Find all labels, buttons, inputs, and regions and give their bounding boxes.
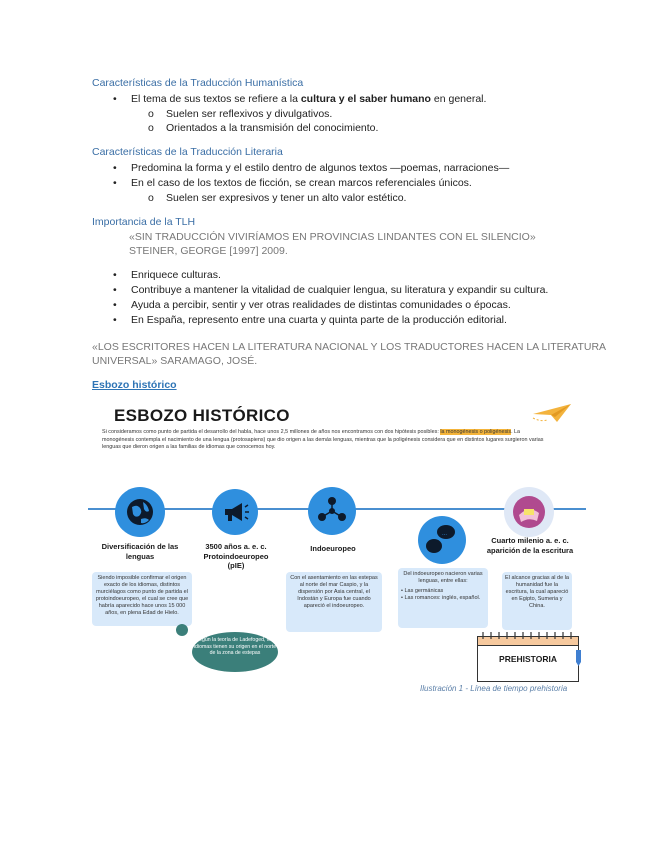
dot-marker <box>176 624 188 636</box>
quote-steiner: «SIN TRADUCCIÓN VIVIRÍAMOS EN PROVINCIAS LINDANTES CON EL SILENCIO» <box>129 231 536 243</box>
quote-saramago-line2: UNIVERSAL» SARAMAGO, JOSÉ. <box>92 355 258 367</box>
node-label-protoindoeuropeo: 3500 años a. e. c. Protoindoeuropeo (pIE) <box>203 542 269 570</box>
prehistoria-label: PREHISTORIA <box>499 654 557 664</box>
esbozo-link[interactable]: Esbozo histórico <box>92 379 177 391</box>
globe-icon <box>115 487 165 537</box>
quote-saramago-line1: «LOS ESCRITORES HACEN LA LITERATURA NACIONAL Y LOS TRADUCTORES HACEN LA LITERATURA <box>92 341 607 353</box>
info-box-indoeuropeo: Con el asentamiento en las estepas al norte del mar Caspio, y la dispersión por Asia central, el Indostán y Europa fue cuando apareció el indoeuropeo. <box>286 572 382 632</box>
figure-caption: Ilustración 1 - Línea de tiempo prehistoria <box>420 684 568 693</box>
section-heading-humanistica: Características de la Traducción Humanística <box>92 77 304 89</box>
bullet-icon: • <box>113 269 117 281</box>
bullet-icon: • <box>113 299 117 311</box>
spiral-binding-icon <box>477 630 577 640</box>
writing-illustration-icon <box>504 487 554 537</box>
info-box-escritura: El alcance gracias al de la humanidad fue la escritura, la cual apareció en Egipto, Sumeria y China. <box>502 572 572 630</box>
bullet-icon: • <box>113 284 117 296</box>
bullet-circle-icon: o <box>148 122 154 134</box>
bullet-circle-icon: o <box>148 192 154 204</box>
section-heading-literaria: Características de la Traducción Literaria <box>92 146 283 158</box>
info-box-diversificacion: Siendo imposible confirmar el origen exacto de los idiomas, distintos murciélagos como punto de partida el protoindoeuropeo, el cual se cree que habría aparecido hace unos 15 000 años, en plena Edad de Hielo. <box>92 572 192 626</box>
node-label-escritura: Cuarto milenio a. e. c. aparición de la escritura <box>486 536 574 555</box>
bullet-circle-icon: o <box>148 108 154 120</box>
network-icon <box>308 487 356 535</box>
infographic-intro: Si consideramos como punto de partida el desarrollo del habla, hace unos 2,5 millones de años nos encontramos con dos hipótesis posibles: la monogénesis o poligénesis. La monogénesis contempla el nacimiento de una lengua (protosapiens) que dio origen a las demás lenguas, mientras que la poligénesis considera que en distintos lugares surgieron varias lenguas que dieron origen a las familias de idiomas que conocemos hoy. <box>102 429 544 451</box>
node-label-diversificacion: Diversificación de las lenguas <box>101 542 179 561</box>
quote-author: STEINER, GEORGE [1997] 2009. <box>129 245 288 257</box>
paper-plane-icon <box>531 400 577 426</box>
infographic-title: ESBOZO HISTÓRICO <box>114 406 290 425</box>
infographic-timeline <box>88 396 586 696</box>
bullet-icon: • <box>113 93 117 105</box>
info-box-lenguas: Del indoeuropeo nacieron varias lenguas, entre ellas: • Las germánicas • Las romances: inglés, español. <box>398 568 488 628</box>
pencil-icon <box>572 648 584 668</box>
info-oval-origin: según la teoría de Ladefoged, los idiomas tienen su origen en el norte de la zona de estepas <box>192 632 278 672</box>
speech-bubbles-icon <box>418 516 466 564</box>
node-label-indoeuropeo: Indoeuropeo <box>310 544 356 553</box>
bullet-icon: • <box>113 314 117 326</box>
svg-text:...: ... <box>442 531 448 537</box>
section-heading-importancia: Importancia de la TLH <box>92 216 196 228</box>
megaphone-icon <box>212 489 258 535</box>
bullet-icon: • <box>113 162 117 174</box>
prehistoria-calendar <box>477 636 579 682</box>
bullet-icon: • <box>113 177 117 189</box>
